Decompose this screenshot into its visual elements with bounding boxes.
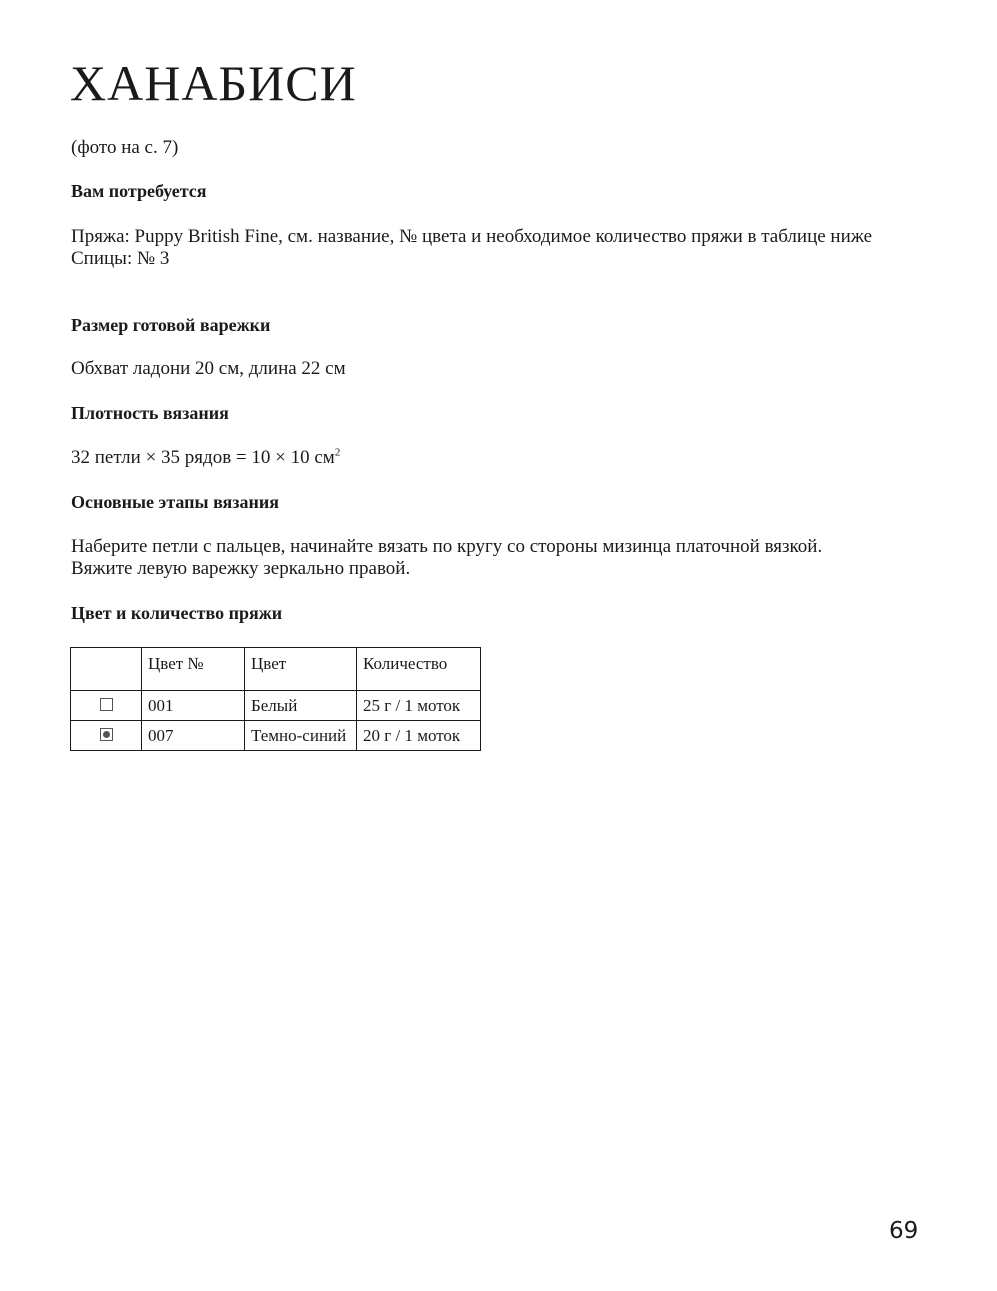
yarn-line: Пряжа: Puppy British Fine, см. название, № цвета и необходимое количество пряжи в таблице ниже [71,226,873,247]
table-header-row [71,648,481,691]
header-color: Цвет [245,648,357,691]
gauge-text [71,447,901,469]
page-number: 69 [889,1218,919,1244]
color-number-cell: 001 [142,691,245,721]
yarn-table-heading: Цвет и количество пряжи [71,603,283,623]
table-row [71,691,481,721]
table-row [71,721,481,751]
header-quantity: Количество [357,648,481,691]
steps-line-2: Вяжите левую варежку зеркально правой. [71,558,411,579]
gauge-heading: Плотность вязания [71,403,229,423]
color-cell: Темно-синий [245,721,357,751]
quantity-cell: 25 г / 1 моток [357,691,481,721]
color-number-cell: 007 [142,721,245,751]
steps-block [71,536,901,580]
quantity-cell: 20 г / 1 моток [357,721,481,751]
symbol-cell [71,691,142,721]
materials-heading: Вам потребуется [71,181,207,201]
yarn-table [70,647,481,751]
header-color-number: Цвет № [142,648,245,691]
header-symbol [71,648,142,691]
symbol-cell [71,721,142,751]
empty-square-icon [100,698,113,711]
dot-square-icon [100,728,113,741]
gauge-superscript: 2 [334,446,341,459]
needles-line: Спицы: № 3 [71,248,170,269]
color-cell: Белый [245,691,357,721]
photo-reference: (фото на с. 7) [71,137,179,158]
page-title: ХАНАБИСИ [70,55,357,111]
steps-heading: Основные этапы вязания [71,492,280,512]
materials-block [71,226,901,270]
size-text: Обхват ладони 20 см, длина 22 см [71,358,346,379]
steps-line-1: Наберите петли с пальцев, начинайте вязать по кругу со стороны мизинца платочной вязкой. [71,536,823,557]
size-heading: Размер готовой варежки [71,315,271,335]
dot-icon [103,731,110,738]
gauge-value: 32 петли × 35 рядов = 10 × 10 см [71,447,335,468]
